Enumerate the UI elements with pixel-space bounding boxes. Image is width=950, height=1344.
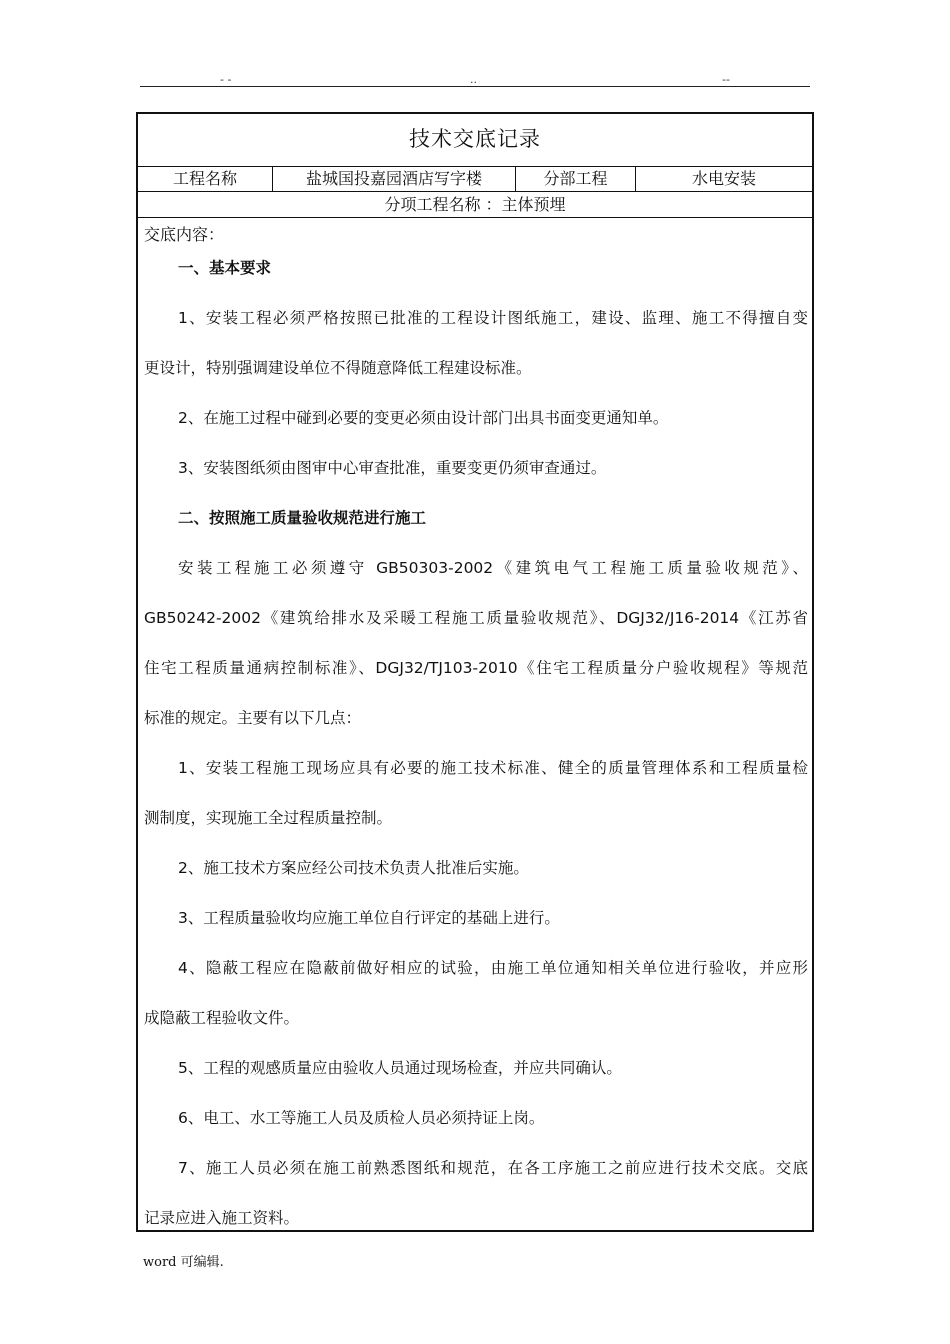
record-table xyxy=(136,112,814,1232)
paragraph-line: 7、施工人员必须在施工前熟悉图纸和规范，在各工序施工之前应进行技术交底。交底 xyxy=(178,1159,808,1177)
division-value: 水电安装 xyxy=(691,169,756,188)
paragraph-line: 更设计，特别强调建设单位不得随意降低工程建设标准。 xyxy=(144,359,532,377)
content-label: 交底内容： xyxy=(144,225,225,244)
header-right: -- xyxy=(722,73,730,86)
info-row xyxy=(138,166,812,192)
division-label: 分部工程 xyxy=(516,166,636,191)
paragraph-line: 6、电工、水工等施工人员及质检人员必须持证上岗。 xyxy=(178,1109,545,1127)
paragraph-line: 4、隐蔽工程应在隐蔽前做好相应的试验，由施工单位通知相关单位进行验收，并应形 xyxy=(178,959,808,977)
header-rule xyxy=(140,86,810,87)
paragraph-line: 1、安装工程必须严格按照已批准的工程设计图纸施工，建设、监理、施工不得擅自变 xyxy=(178,309,808,327)
content-area xyxy=(138,218,812,1230)
footer-note: word 可编辑. xyxy=(143,1255,224,1270)
paragraph-line: 2、施工技术方案应经公司技术负责人批准后实施。 xyxy=(178,859,529,877)
paragraph-line: 标准的规定。主要有以下几点： xyxy=(144,709,362,727)
paragraph-line: 测制度，实现施工全过程质量控制。 xyxy=(144,809,393,827)
section-heading: 一、基本要求 xyxy=(178,259,272,277)
header-left: - - xyxy=(220,73,232,86)
paragraph-line: GB50242-2002《建筑给排水及采暖工程施工质量验收规范》、DGJ32/J16-2014《江苏省 xyxy=(144,609,808,627)
paragraph-line: 3、安装图纸须由图审中心审查批准，重要变更仍须审查通过。 xyxy=(178,459,607,477)
subitem-row: 分项工程名称 ：主体预埋 xyxy=(138,192,812,218)
paragraph-line: 3、工程质量验收均应施工单位自行评定的基础上进行。 xyxy=(178,909,560,927)
project-name-label: 工程名称 xyxy=(138,166,273,191)
paragraph-line: 成隐蔽工程验收文件。 xyxy=(144,1009,300,1027)
paragraph-line: 安装工程施工必须遵守 GB50303-2002《建筑电气工程施工质量验收规范》、 xyxy=(178,559,808,577)
project-name-value: 盐城国投嘉园酒店写字楼 xyxy=(273,166,516,191)
paragraph-line: 5、工程的观感质量应由验收人员通过现场检查，并应共同确认。 xyxy=(178,1059,622,1077)
header-center: .. xyxy=(470,73,477,86)
section-heading: 二、按照施工质量验收规范进行施工 xyxy=(178,509,427,527)
paragraph-line: 记录应进入施工资料。 xyxy=(144,1209,300,1227)
paragraph-line: 1、安装工程施工现场应具有必要的施工技术标准、健全的质量管理体系和工程质量检 xyxy=(178,759,808,777)
paragraph-line: 2、在施工过程中碰到必要的变更必须由设计部门出具书面变更通知单。 xyxy=(178,409,669,427)
document-title: 技术交底记录 xyxy=(138,114,812,167)
paragraph-line: 住宅工程质量通病控制标准》、DGJ32/TJ103-2010《住宅工程质量分户验收规程》等规范 xyxy=(144,659,808,677)
